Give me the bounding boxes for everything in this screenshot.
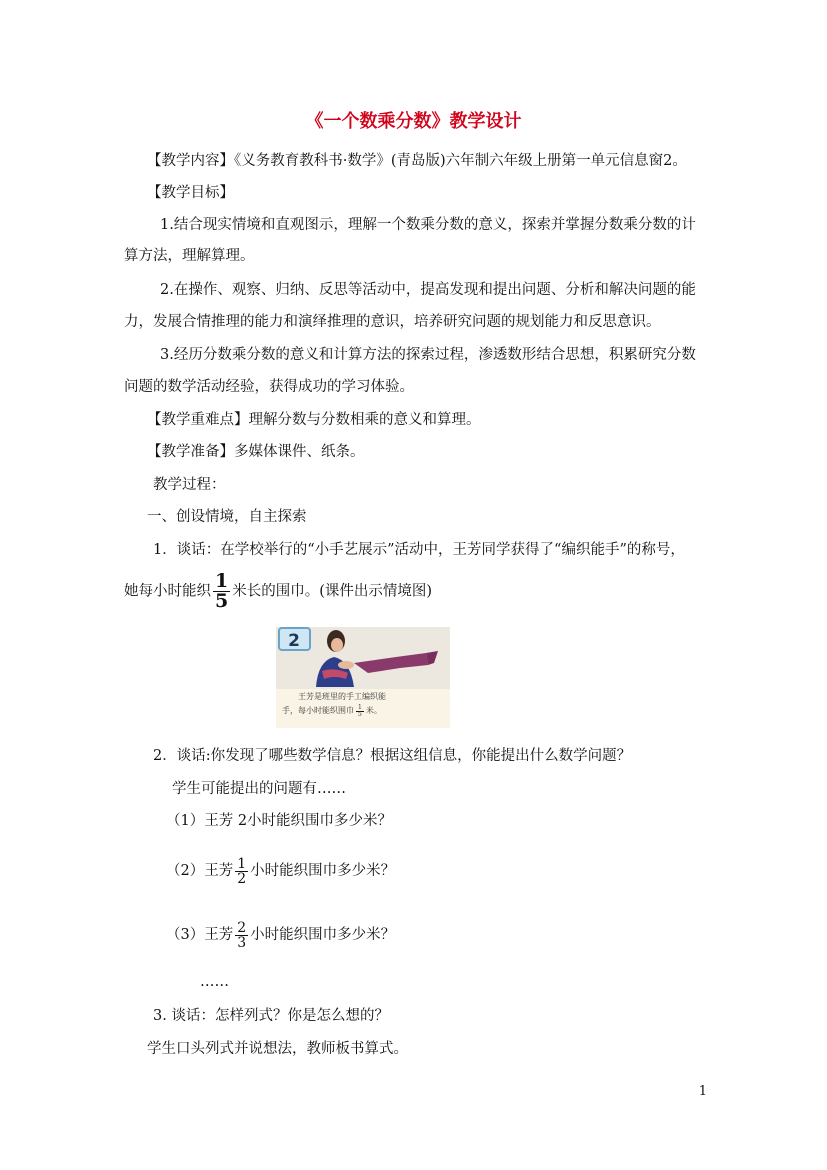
fraction-numerator: 2 [237,919,247,936]
step-2: 2．谈话:你发现了哪些数学信息？根据这组信息，你能提出什么数学问题？ [153,748,632,764]
step-1-text-b: 米长的围巾。(课件出示情境图) [232,583,433,600]
question-3-suffix: 小时能织围巾多少米？ [250,927,396,943]
caption-fraction-denominator: 5 [358,710,362,718]
teaching-content [147,151,687,171]
step-1-line1: 1．谈话：在学校举行的“小手艺展示”活动中，王芳同学获得了“编织能手”的称号， [153,542,685,558]
question-2-suffix: 小时能织围巾多少米？ [250,863,396,879]
preparation-text: 多媒体课件、纸条。 [234,444,365,460]
step-3: 3. 谈话：怎样列式？你是怎么想的？ [153,1008,389,1024]
objective-2-line1: 2.在操作、观察、归纳、反思等活动中，提高发现和提出问题、分析和解决问题的能 [160,282,696,298]
objective-1-line2: 算方法，理解算理。 [124,248,255,264]
window-badge-number: 2 [288,631,300,651]
fraction-one-half [235,857,248,886]
key-points [147,410,481,430]
scene-illustration [276,627,450,728]
fraction-denominator: 2 [237,870,247,887]
fraction-one-fifth [213,572,230,611]
question-1: （1）王芳 2小时能织围巾多少米？ [166,813,393,829]
objective-2-line2: 力，发展合情推理的能力和演绎推理的意识，培养研究问题的规划能力和反思意识。 [124,314,661,330]
caption-line2 [282,704,444,718]
step-3-note: 学生口头列式并说想法，教师板书算式。 [147,1041,408,1057]
possible-questions-intro: 学生可能提出的问题有…… [172,781,346,797]
key-points-label: 【教学重难点】 [147,412,249,428]
fraction-two-thirds [235,921,248,950]
objective-1-line1: 1.结合现实情境和直观图示，理解一个数乘分数的意义，探索并掌握分数乘分数的计 [160,217,696,233]
ellipsis: …… [200,974,229,990]
question-2-prefix: （2）王芳 [166,863,234,879]
step-1-line2 [124,572,432,611]
girl-knitting-illustration [276,627,450,689]
key-points-text: 理解分数与分数相乘的意义和算理。 [248,412,481,428]
process-heading: 教学过程： [153,477,226,493]
teaching-content-text: 《义务教育教科书·数学》(青岛版)六年制六年级上册第一单元信息窗2。 [234,153,687,169]
caption-line1: 王芳是班里的手工编织能 [298,692,386,701]
step-1-text-a: 她每小时能织 [124,583,211,600]
caption-text-a: 手，每小时能织围巾 [282,706,354,715]
fraction-numerator: 1 [237,855,247,872]
question-3-prefix: （3）王芳 [166,927,234,943]
objective-3-line2: 问题的数学活动经验，获得成功的学习体验。 [124,379,414,395]
illustration-caption [282,690,444,718]
caption-fraction-numerator: 1 [358,703,362,711]
section-1-heading: 一、创设情境，自主探索 [147,509,307,525]
question-3 [166,916,395,954]
page-title: 《一个数乘分数》教学设计 [305,111,522,132]
question-2 [166,852,395,890]
objective-3-line1: 3.经历分数乘分数的意义和计算方法的探索过程，渗透数形结合思想，积累研究分数 [160,347,696,363]
teaching-content-label: 【教学内容】 [147,153,234,169]
caption-fraction [356,705,364,718]
preparation-label: 【教学准备】 [147,444,234,460]
fraction-numerator: 1 [215,570,229,592]
preparation [147,442,365,462]
fraction-denominator: 5 [215,590,229,612]
page-number: 1 [698,1084,707,1099]
fraction-denominator: 3 [237,934,247,951]
caption-text-b: 米。 [365,706,382,715]
objectives-heading: 【教学目标】 [147,185,234,201]
